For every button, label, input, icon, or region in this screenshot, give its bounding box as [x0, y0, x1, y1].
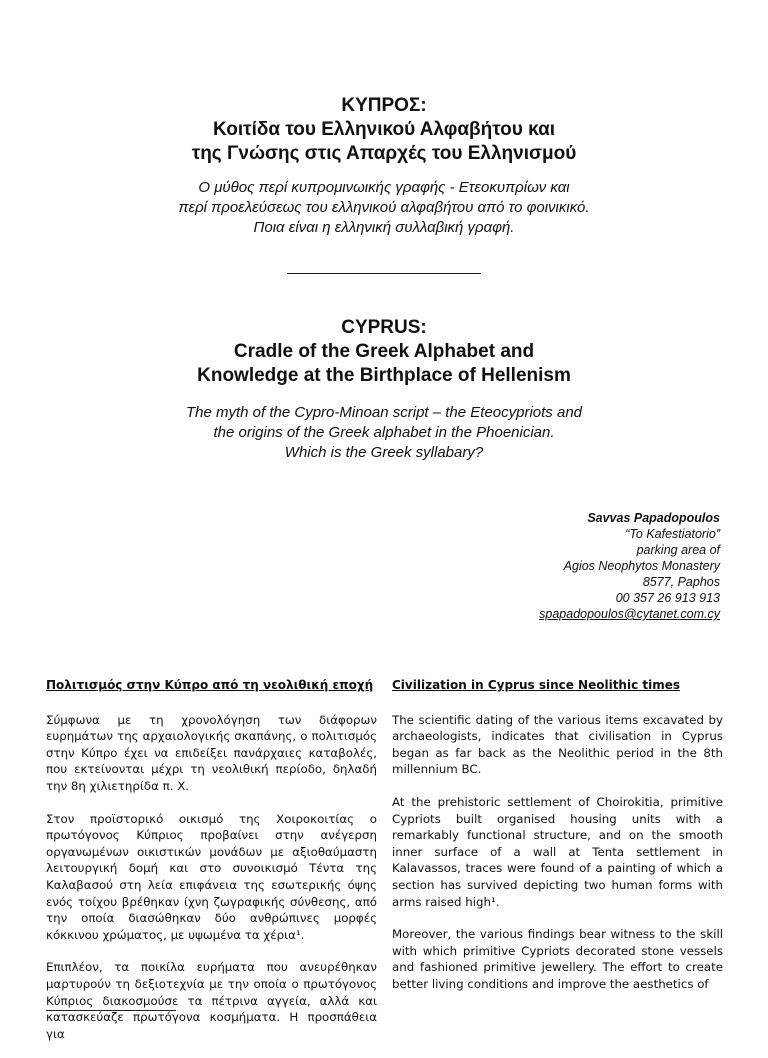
- greek-subtitle-line: Ποια είναι η ελληνική συλλαβική γραφή.: [253, 219, 515, 236]
- greek-paragraph: Στον προϊστορικό οικισμό της Χοιροκοιτίας ο πρωτόγονος Κύπριος προβαίνει στην ανέγερση οργανωμένων οικιστικών μονάδων με αξιοθαύμαστη λειτουργική δομή και στο συνοικισμό Τέντα της Καλαβασού στη λεία επιφάνεια της εσωτερικής όψης ενός τοίχου βρέθηκαν ίχνη ζωγραφικής σύνθεσης, από την οποία διασώθηκαν δύο ανθρώπινες μορφές κόκκινου χρώματος, με υψωμένα τα χέρια¹.: [46, 811, 377, 942]
- author-line: Agios Neophytos Monastery: [563, 559, 720, 573]
- footnote-divider: [46, 1010, 176, 1011]
- english-section-heading: Civilization in Cyprus since Neolithic times: [392, 678, 681, 692]
- author-line: parking area of: [636, 543, 720, 557]
- author-phone: 00 357 26 913 913: [615, 591, 720, 605]
- author-name: Savvas Papadopoulos: [587, 511, 720, 525]
- english-subtitle-line: the origins of the Greek alphabet in the Phoenician.: [213, 424, 555, 441]
- author-block: [539, 510, 720, 622]
- english-title-line: CYPRUS:: [341, 317, 427, 338]
- english-paragraph: The scientific dating of the various items excavated by archaeologists, indicates that civilisation in Cyprus began as far back as the Neolithic period in the 8th millennium BC.: [392, 712, 723, 777]
- greek-paragraph: Σύμφωνα με τη χρονολόγηση των διάφορων ευρημάτων της αρχαιολογικής σκαπάνης, ο πολιτισμός στην Κύπρο έχει να επιδείξει πανάρχαιες καταβολές, που εκτείνονται μέχρι τη νεολιθική περίοδο, δηλαδή την 8η χιλιετηρίδα π. Χ.: [46, 712, 377, 793]
- greek-title: [0, 94, 768, 166]
- title-divider: [287, 273, 481, 274]
- greek-subtitle-line: Ο μύθος περί κυπρομινωικής γραφής - Ετεοκυπρίων και: [198, 179, 570, 196]
- english-column: [392, 677, 723, 1009]
- english-subtitle: [0, 403, 768, 463]
- english-title: [0, 316, 768, 388]
- greek-section-heading: Πολιτισμός στην Κύπρο από τη νεολιθική εποχή: [46, 678, 374, 692]
- english-title-line: Knowledge at the Birthplace of Hellenism: [197, 365, 571, 386]
- english-subtitle-line: The myth of the Cypro-Minoan script – the Eteocypriots and: [185, 404, 583, 421]
- english-subtitle-line: Which is the Greek syllabary?: [284, 444, 484, 461]
- greek-paragraph: Επιπλέον, τα ποικίλα ευρήματα που ανευρέθηκαν μαρτυρούν τη δεξιοτεχνία με την οποία ο πρωτόγονος Κύπριος διακοσμούσε τα πέτρινα αγγεία, αλλά και κατασκεύαζε πρωτόγονα κοσμήματα. Η προσπάθεια για: [46, 960, 377, 1041]
- greek-subtitle: [0, 178, 768, 238]
- english-paragraph: At the prehistoric settlement of Choirokitia, primitive Cypriots built organised housing units with a remarkably functional structure, and on the smooth inner surface of a wall at Tenta settlement in Kalavassos, traces were found of a painting of which a section has survived depicting two human forms with arms raised high¹.: [392, 794, 723, 909]
- greek-subtitle-line: περί προελεύσεως του ελληνικού αλφαβήτου από το φοινικικό.: [178, 199, 590, 216]
- greek-title-line: ΚΥΠΡΟΣ:: [341, 95, 427, 116]
- greek-title-line: Κοιτίδα του Ελληνικού Αλφαβήτου και: [212, 119, 556, 140]
- author-line: 8577, Paphos: [642, 575, 720, 589]
- greek-title-line: της Γνώσης στις Απαρχές του Ελληνισμού: [191, 143, 577, 164]
- author-email-link[interactable]: spapadopoulos@cytanet.com.cy: [539, 607, 720, 621]
- author-line: “To Kafestiatorio”: [625, 527, 720, 541]
- greek-column: [46, 677, 377, 1058]
- english-paragraph: Moreover, the various findings bear witness to the skill with which primitive Cypriots decorated stone vessels and fashioned primitive jewellery. The effort to create better living conditions and improve the aesthetics of: [392, 927, 723, 991]
- english-title-line: Cradle of the Greek Alphabet and: [233, 341, 535, 362]
